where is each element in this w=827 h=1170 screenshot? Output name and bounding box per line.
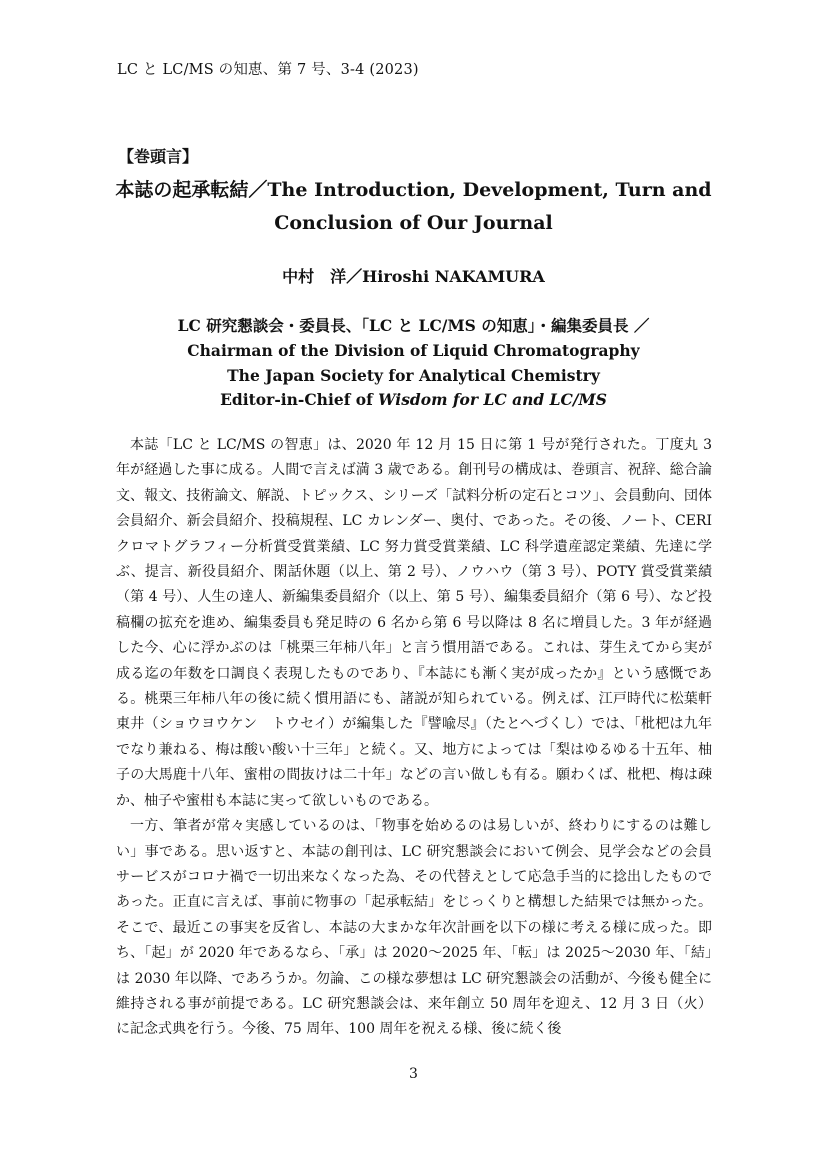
author-name: 中村 洋／Hiroshi NAKAMURA bbox=[282, 267, 545, 286]
editor-role: Editor-in-Chief of bbox=[220, 390, 379, 409]
page-number: 3 bbox=[409, 1066, 418, 1082]
article-title-line-2: Conclusion of Our Journal bbox=[274, 212, 553, 234]
article-body bbox=[116, 433, 712, 1043]
article-title-line-1: 本誌の起承転結／The Introduction, Development, Turn and bbox=[115, 179, 712, 201]
affiliation-line-4 bbox=[100, 390, 727, 409]
body-paragraph-2: 一方、筆者が常々実感しているのは、「物事を始めるのは易しいが、終わりにするのは難しい」事である。思い返すと、本誌の創刊は、LC 研究懇談会において例会、見学会などの会員サービスがコロナ禍で一切出来なくなった為、その代替えとして応急手当的に捻出したものであった。正直に言えば、事前に物事の「起承転結」をじっくりと構想した結果では無かった。そこで、最近この事実を反省し、本誌の大まかな年次計画を以下の様に考える様に成った。即ち、「起」が 2020 年であるなら、「承」は 2020〜2025 年、「転」は 2025〜2030 年、「結」は 2030 年以降、であろうか。勿論、この様な夢想は LC 研究懇談会の活動が、今後も健全に維持される事が前提である。LC 研究懇談会は、来年創立 50 周年を迎え、12 月 3 日（火）に記念式典を行う。今後、75 周年、100 周年を祝える様、後に続く後 bbox=[116, 818, 712, 1038]
body-paragraph-1: 本誌「LC と LC/MS の智恵」は、2020 年 12 月 15 日に第 1 号が発行された。丁度丸 3 年が経過した事に成る。人間で言えば満 3 歳である。創刊号の構成は、巻頭言、祝辞、総合論文、報文、技術論文、解説、トピックス、シリーズ「試料分析の定石とコツ」、会員動向、団体会員紹介、新会員紹介、投稿規程、LC カレンダー、奥付、であった。その後、ノート、CERI クロマトグラフィー分析賞受賞業績、LC 努力賞受賞業績、LC 科学遺産認定業績、先達に学ぶ、提言、新役員紹介、閑話休題（以上、第 2 号）、ノウハウ（第 3 号）、POTY 賞受賞業績（第 4 号）、人生の達人、新編集委員紹介（以上、第 5 号）、編集委員紹介（第 6 号）、など投稿欄の拡充を進め、編集委員も発足時の 6 名から第 6 号以降は 8 名に増員した。3 年が経過した今、心に浮かぶのは「桃栗三年柿八年」と言う慣用語である。これは、芽生えてから実が成る迄の年数を口調良く表現したものであり、『本誌にも漸く実が成ったか』という感慨である。桃栗三年柿八年の後に続く慣用語にも、諸説が知られている。例えば、江戸時代に松葉軒東井（ショウヨウケン トウセイ）が編集した『譬喩尽』（たとへづくし）では、「枇杷は九年でなり兼ねる、梅は酸い酸い十三年」と続く。又、地方によっては「梨はゆるゆる十五年、柚子の大馬鹿十八年、蜜柑の間抜けは二十年」などの言い做しも有る。願わくば、枇杷、梅は疎か、柚子や蜜柑も本誌に実って欲しいものである。 bbox=[116, 437, 712, 809]
section-tag: 【巻頭言】 bbox=[118, 147, 199, 166]
affiliation-line-3: The Japan Society for Analytical Chemistry bbox=[227, 366, 600, 385]
journal-name: Wisdom for LC and LC/MS bbox=[378, 390, 607, 409]
running-header: LC と LC/MS の知恵、第 7 号、3-4 (2023) bbox=[117, 62, 419, 78]
affiliation-line-2: Chairman of the Division of Liquid Chromatography bbox=[187, 341, 640, 360]
affiliation-line-1: LC 研究懇談会・委員長、「LC と LC/MS の知恵」・編集委員長 ／ bbox=[177, 316, 650, 335]
